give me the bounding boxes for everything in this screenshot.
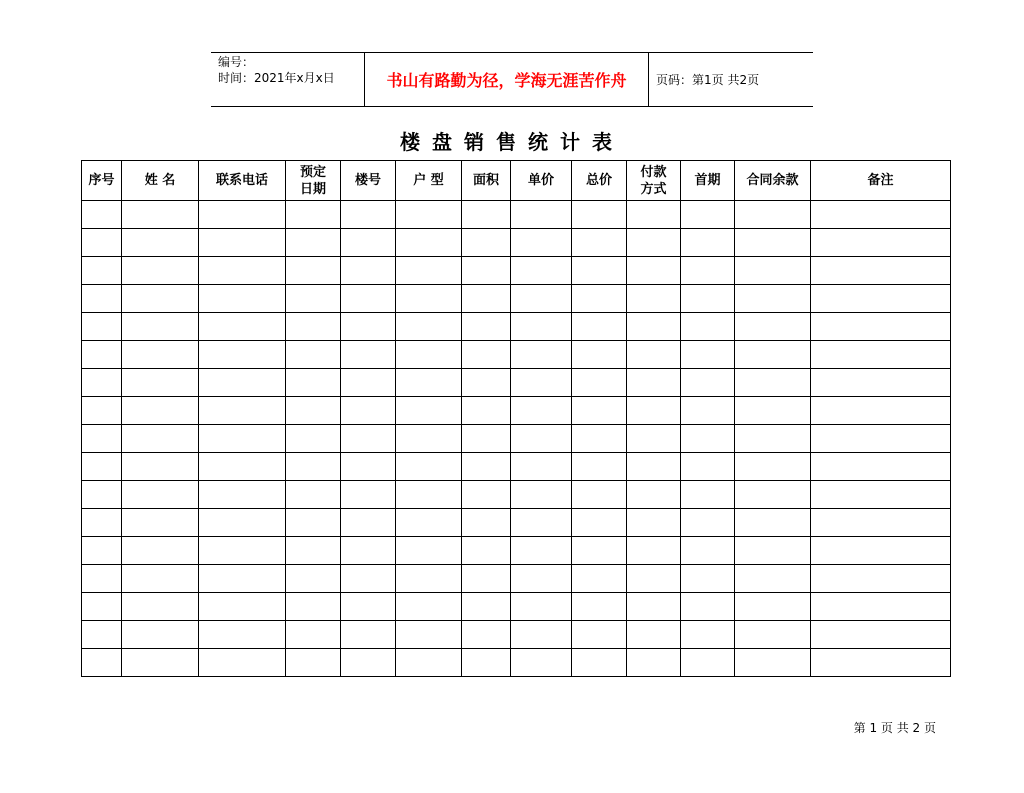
table-cell [511, 537, 572, 565]
table-cell [627, 257, 681, 285]
sales-table [81, 160, 951, 677]
table-cell [396, 621, 462, 649]
table-cell [199, 201, 286, 229]
table-cell [462, 481, 511, 509]
table-cell [735, 313, 811, 341]
table-cell [811, 593, 951, 621]
table-cell [341, 537, 396, 565]
table-cell [735, 341, 811, 369]
number-label: 编号： [218, 55, 255, 69]
column-header-down-payment: 首期 [681, 161, 735, 201]
table-cell [199, 481, 286, 509]
table-cell [82, 397, 122, 425]
table-cell [811, 313, 951, 341]
table-cell [681, 649, 735, 677]
table-cell [735, 509, 811, 537]
table-cell [462, 397, 511, 425]
column-header-payment-method: 付款 方式 [627, 161, 681, 201]
table-cell [572, 453, 627, 481]
table-row [82, 509, 951, 537]
table-cell [681, 285, 735, 313]
table-cell [572, 425, 627, 453]
table-cell [396, 509, 462, 537]
table-cell [82, 509, 122, 537]
table-cell [511, 313, 572, 341]
table-cell [341, 593, 396, 621]
column-header-phone: 联系电话 [199, 161, 286, 201]
table-cell [627, 425, 681, 453]
table-cell [199, 425, 286, 453]
table-cell [396, 201, 462, 229]
table-cell [811, 397, 951, 425]
column-header-unit-type: 户 型 [396, 161, 462, 201]
table-cell [341, 397, 396, 425]
table-cell [122, 593, 199, 621]
table-cell [735, 425, 811, 453]
table-cell [462, 453, 511, 481]
table-cell [122, 285, 199, 313]
table-cell [627, 397, 681, 425]
table-cell [122, 257, 199, 285]
table-cell [681, 425, 735, 453]
table-cell [82, 229, 122, 257]
table-cell [811, 229, 951, 257]
table-cell [122, 537, 199, 565]
table-cell [627, 369, 681, 397]
table-cell [341, 369, 396, 397]
column-header-contract-balance: 合同余款 [735, 161, 811, 201]
table-cell [735, 649, 811, 677]
table-cell [681, 481, 735, 509]
table-row [82, 341, 951, 369]
table-cell [82, 341, 122, 369]
table-cell [199, 229, 286, 257]
table-cell [511, 649, 572, 677]
table-cell [82, 313, 122, 341]
table-cell [627, 565, 681, 593]
table-cell [82, 201, 122, 229]
table-cell [735, 453, 811, 481]
table-cell [286, 537, 341, 565]
table-cell [627, 537, 681, 565]
table-row [82, 453, 951, 481]
table-cell [396, 593, 462, 621]
table-cell [572, 257, 627, 285]
table-cell [735, 565, 811, 593]
table-row [82, 201, 951, 229]
document-title: 楼盘销售统计表 [400, 130, 624, 154]
table-row [82, 229, 951, 257]
table-cell [811, 481, 951, 509]
table-cell [122, 453, 199, 481]
table-cell [341, 453, 396, 481]
table-cell [462, 369, 511, 397]
column-header-index: 序号 [82, 161, 122, 201]
table-cell [82, 369, 122, 397]
table-cell [286, 453, 341, 481]
table-cell [286, 257, 341, 285]
table-cell [341, 425, 396, 453]
table-cell [627, 481, 681, 509]
table-cell [82, 649, 122, 677]
sales-table-body [82, 201, 951, 677]
table-cell [341, 649, 396, 677]
table-cell [199, 453, 286, 481]
table-cell [286, 341, 341, 369]
table-cell [735, 369, 811, 397]
table-cell [122, 621, 199, 649]
table-cell [462, 593, 511, 621]
table-cell [286, 425, 341, 453]
table-cell [627, 453, 681, 481]
table-cell [681, 565, 735, 593]
table-cell [735, 593, 811, 621]
table-cell [511, 509, 572, 537]
table-cell [511, 201, 572, 229]
table-cell [811, 285, 951, 313]
table-cell [811, 341, 951, 369]
table-cell [511, 369, 572, 397]
table-cell [681, 397, 735, 425]
table-cell [811, 201, 951, 229]
table-cell [681, 537, 735, 565]
table-cell [122, 201, 199, 229]
table-cell [82, 565, 122, 593]
table-cell [286, 481, 341, 509]
table-cell [511, 229, 572, 257]
table-cell [462, 257, 511, 285]
table-cell [462, 425, 511, 453]
table-cell [286, 313, 341, 341]
table-cell [286, 593, 341, 621]
table-cell [286, 621, 341, 649]
table-cell [122, 369, 199, 397]
table-cell [286, 285, 341, 313]
table-cell [572, 369, 627, 397]
table-cell [735, 481, 811, 509]
table-cell [572, 621, 627, 649]
table-cell [286, 509, 341, 537]
table-cell [462, 649, 511, 677]
table-cell [286, 201, 341, 229]
table-cell [341, 229, 396, 257]
table-cell [681, 201, 735, 229]
table-cell [735, 397, 811, 425]
table-row [82, 621, 951, 649]
table-row [82, 425, 951, 453]
table-cell [199, 649, 286, 677]
table-cell [627, 509, 681, 537]
table-cell [199, 621, 286, 649]
table-cell [396, 341, 462, 369]
table-cell [82, 537, 122, 565]
table-cell [341, 481, 396, 509]
table-cell [341, 341, 396, 369]
table-cell [396, 565, 462, 593]
table-cell [681, 509, 735, 537]
table-row [82, 537, 951, 565]
table-cell [341, 285, 396, 313]
table-cell [511, 285, 572, 313]
table-cell [122, 649, 199, 677]
table-cell [82, 593, 122, 621]
table-cell [122, 425, 199, 453]
table-cell [122, 397, 199, 425]
table-cell [122, 565, 199, 593]
table-cell [681, 621, 735, 649]
table-cell [511, 621, 572, 649]
table-cell [627, 649, 681, 677]
table-cell [735, 257, 811, 285]
table-cell [462, 201, 511, 229]
table-cell [199, 593, 286, 621]
table-cell [82, 257, 122, 285]
column-header-reserve-date: 预定 日期 [286, 161, 341, 201]
table-cell [572, 509, 627, 537]
table-cell [122, 229, 199, 257]
table-cell [511, 481, 572, 509]
table-cell [811, 649, 951, 677]
table-cell [511, 397, 572, 425]
table-cell [341, 201, 396, 229]
table-cell [735, 621, 811, 649]
time-label: 时间：2021年x月x日 [218, 71, 335, 85]
table-cell [681, 593, 735, 621]
table-row [82, 593, 951, 621]
table-cell [627, 229, 681, 257]
table-row [82, 481, 951, 509]
table-cell [199, 285, 286, 313]
table-cell [396, 369, 462, 397]
table-cell [572, 593, 627, 621]
table-cell [811, 565, 951, 593]
table-cell [199, 257, 286, 285]
table-cell [396, 397, 462, 425]
table-cell [462, 537, 511, 565]
table-cell [735, 285, 811, 313]
table-row [82, 565, 951, 593]
table-cell [199, 509, 286, 537]
table-cell [681, 341, 735, 369]
table-cell [572, 537, 627, 565]
column-header-total-price: 总价 [572, 161, 627, 201]
table-cell [511, 425, 572, 453]
table-cell [572, 565, 627, 593]
table-cell [199, 369, 286, 397]
table-cell [199, 313, 286, 341]
table-cell [462, 621, 511, 649]
table-cell [396, 453, 462, 481]
table-cell [286, 397, 341, 425]
table-cell [396, 285, 462, 313]
document-header [211, 52, 813, 107]
table-cell [572, 313, 627, 341]
table-cell [199, 565, 286, 593]
table-cell [396, 649, 462, 677]
table-cell [681, 257, 735, 285]
table-cell [627, 593, 681, 621]
column-header-name: 姓 名 [122, 161, 199, 201]
table-cell [572, 229, 627, 257]
table-cell [627, 341, 681, 369]
table-row [82, 257, 951, 285]
table-cell [511, 257, 572, 285]
table-row [82, 285, 951, 313]
table-cell [341, 257, 396, 285]
table-cell [572, 481, 627, 509]
table-cell [82, 621, 122, 649]
table-cell [811, 453, 951, 481]
table-cell [811, 425, 951, 453]
table-cell [511, 341, 572, 369]
table-cell [341, 313, 396, 341]
table-cell [511, 453, 572, 481]
table-cell [735, 201, 811, 229]
table-cell [396, 481, 462, 509]
table-cell [286, 649, 341, 677]
table-cell [627, 621, 681, 649]
column-header-unit-price: 单价 [511, 161, 572, 201]
table-cell [82, 481, 122, 509]
table-row [82, 313, 951, 341]
table-cell [811, 257, 951, 285]
table-cell [681, 453, 735, 481]
table-cell [82, 285, 122, 313]
table-row [82, 369, 951, 397]
table-cell [462, 313, 511, 341]
column-header-building: 楼号 [341, 161, 396, 201]
table-cell [462, 285, 511, 313]
table-cell [627, 201, 681, 229]
header-motto: 书山有路勤为径，学海无涯苦作舟 [365, 53, 649, 106]
table-cell [341, 621, 396, 649]
table-row [82, 649, 951, 677]
table-cell [511, 593, 572, 621]
column-header-remarks: 备注 [811, 161, 951, 201]
table-cell [681, 313, 735, 341]
table-cell [122, 341, 199, 369]
table-cell [122, 481, 199, 509]
table-cell [681, 229, 735, 257]
table-cell [199, 537, 286, 565]
table-cell [681, 369, 735, 397]
table-cell [122, 509, 199, 537]
table-row [82, 397, 951, 425]
table-cell [627, 285, 681, 313]
table-cell [199, 397, 286, 425]
table-cell [811, 509, 951, 537]
table-cell [82, 453, 122, 481]
table-cell [122, 313, 199, 341]
table-cell [462, 565, 511, 593]
table-cell [286, 229, 341, 257]
table-cell [396, 229, 462, 257]
table-cell [341, 509, 396, 537]
table-cell [572, 397, 627, 425]
page-footer: 第 1 页 共 2 页 [853, 721, 936, 735]
table-cell [572, 649, 627, 677]
table-cell [462, 509, 511, 537]
table-cell [199, 341, 286, 369]
table-cell [396, 257, 462, 285]
table-header-row [82, 161, 951, 201]
header-meta-cell [211, 53, 365, 106]
table-cell [572, 341, 627, 369]
table-cell [735, 537, 811, 565]
table-cell [286, 565, 341, 593]
table-cell [286, 369, 341, 397]
table-cell [511, 565, 572, 593]
table-cell [811, 537, 951, 565]
table-cell [572, 201, 627, 229]
table-cell [811, 369, 951, 397]
table-cell [462, 229, 511, 257]
table-cell [572, 285, 627, 313]
table-cell [396, 425, 462, 453]
table-cell [341, 565, 396, 593]
table-cell [396, 313, 462, 341]
table-cell [82, 425, 122, 453]
table-cell [396, 537, 462, 565]
header-page-info: 页码：第1页 共2页 [656, 73, 760, 87]
table-cell [627, 313, 681, 341]
table-cell [735, 229, 811, 257]
column-header-area: 面积 [462, 161, 511, 201]
table-cell [462, 341, 511, 369]
table-cell [811, 621, 951, 649]
